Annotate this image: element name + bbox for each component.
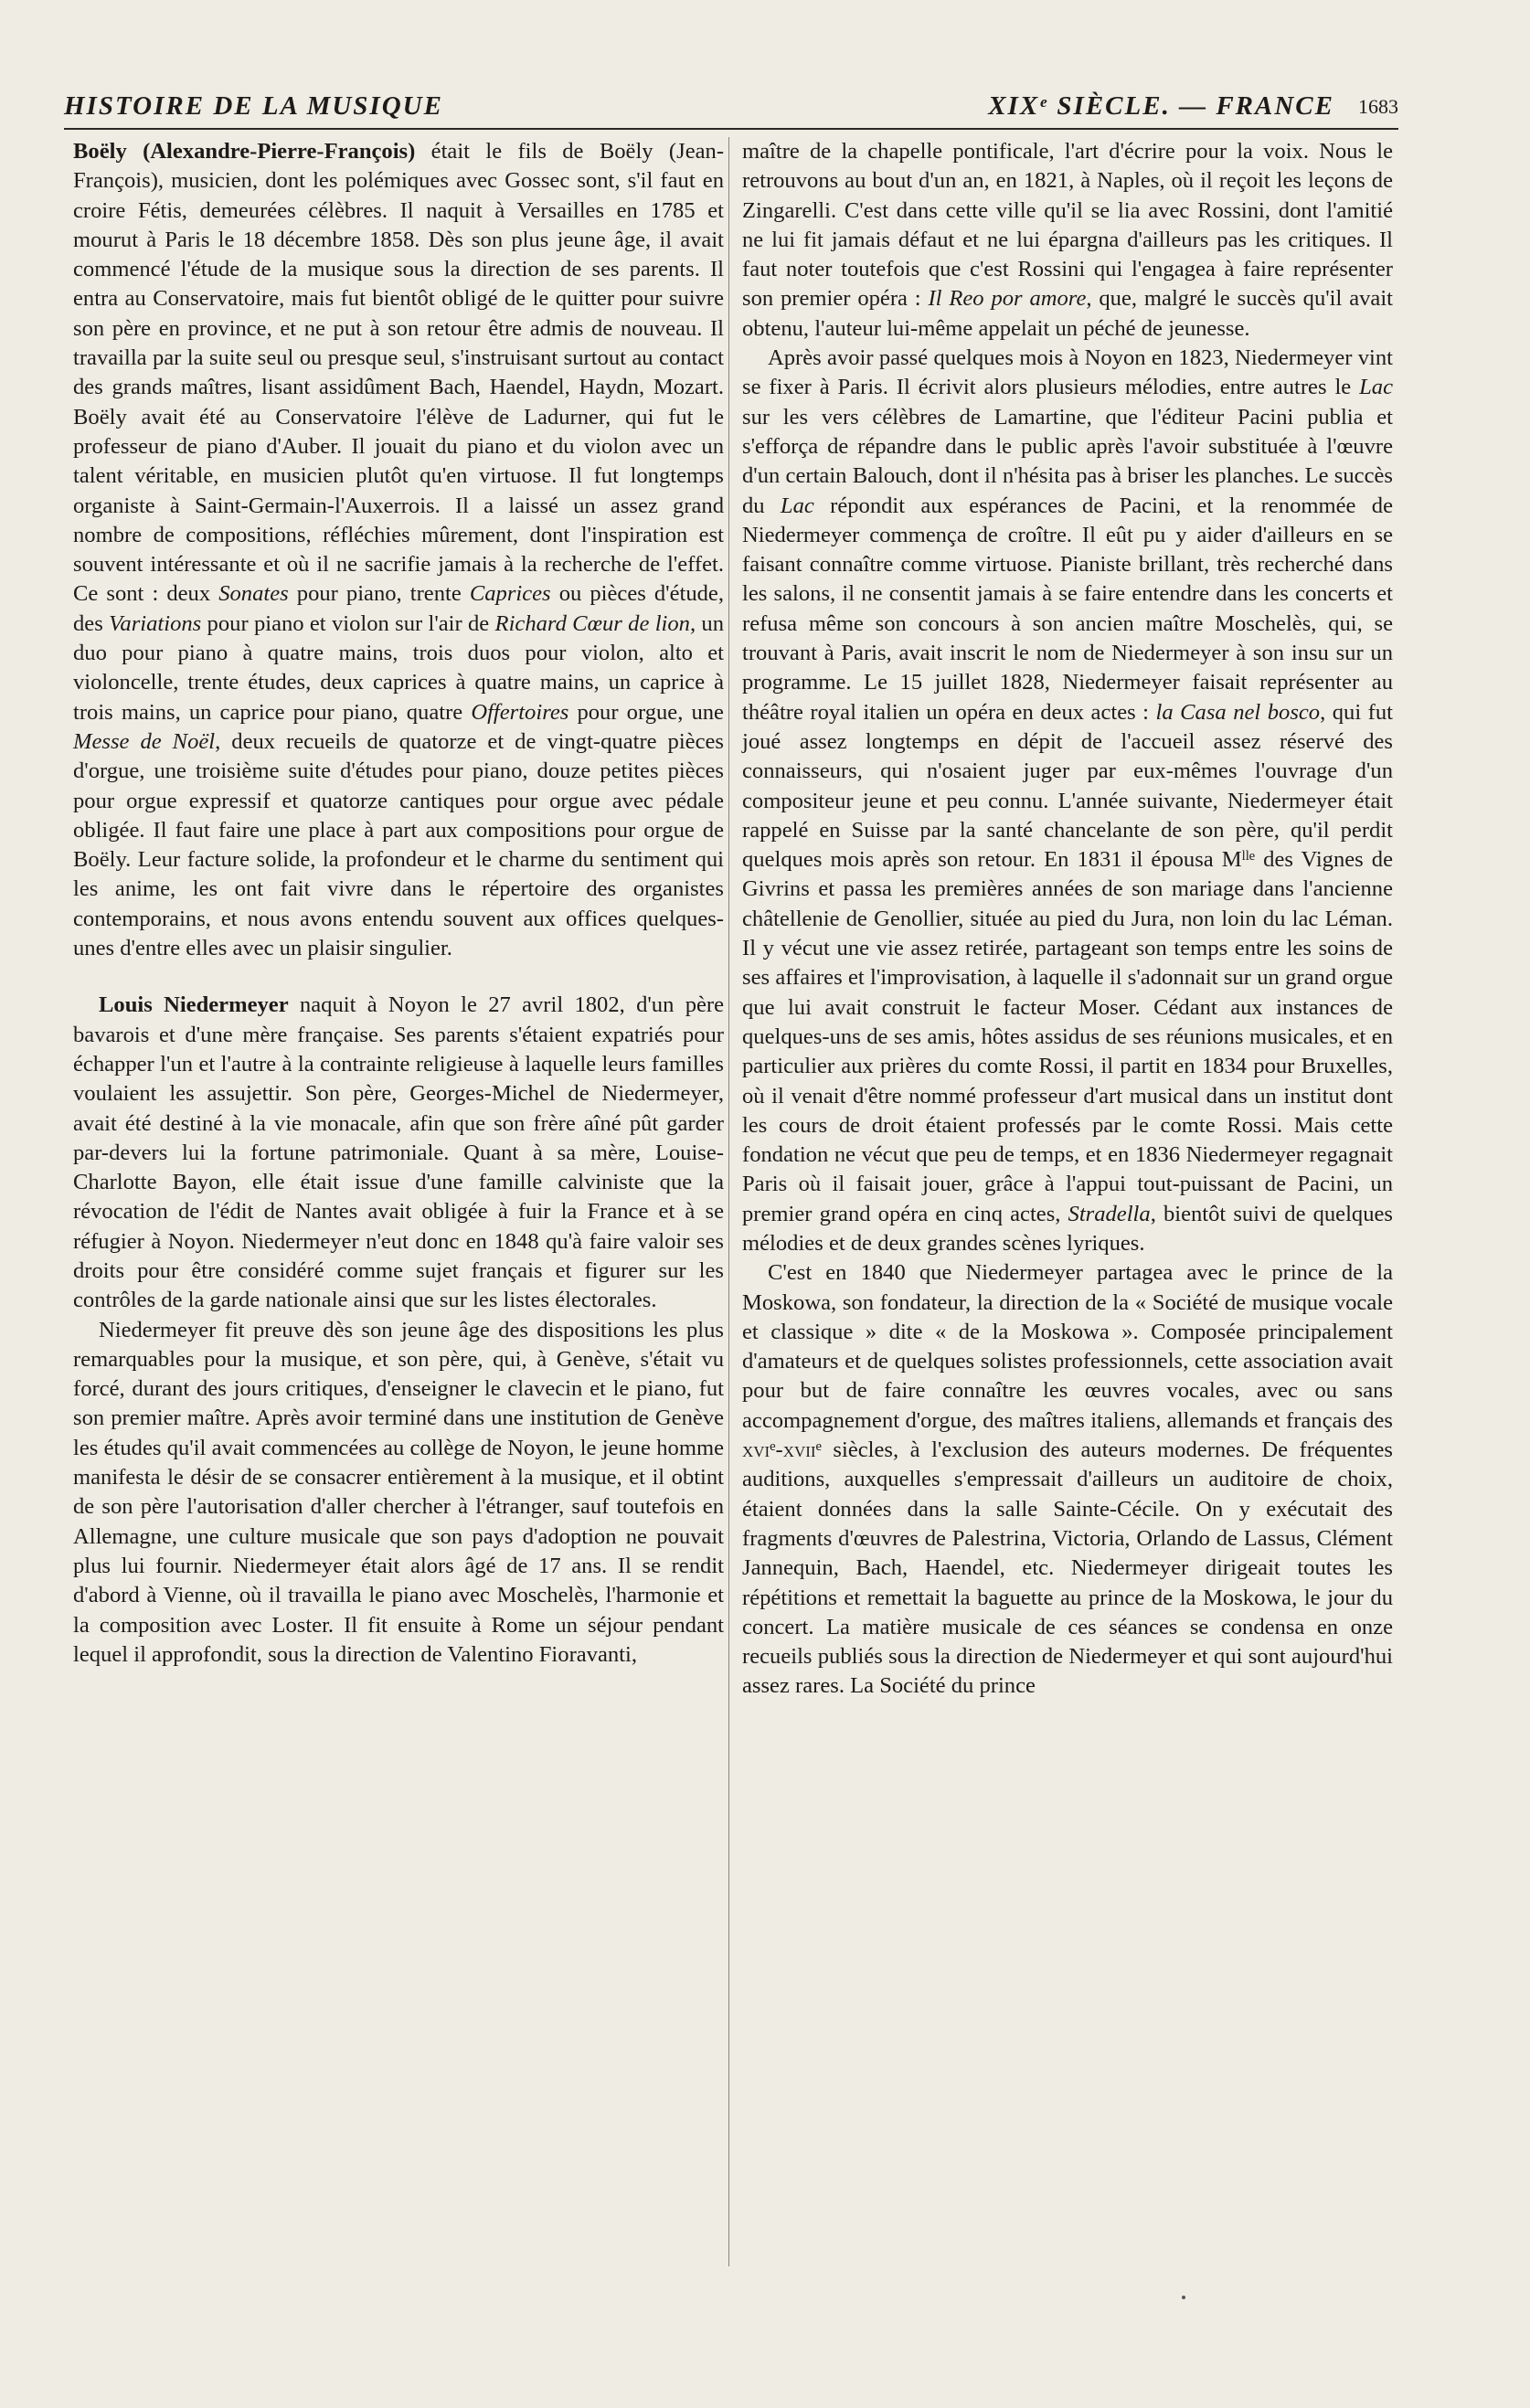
work-title: Offertoires — [471, 699, 569, 725]
work-title: Variations — [109, 610, 202, 636]
text-run: , un duo pour piano à quatre mains, trois duos pour violon, alto et violoncelle, trente études, deux caprices à quatre mains, un caprice à trois mains, un caprice pour piano, quatre — [73, 610, 725, 725]
paragraph-paris — [742, 344, 1393, 1258]
work-title: Caprices — [469, 581, 551, 607]
text-run: était le fils de Boëly (Jean-François), musicien, dont les polémiques avec Gossec sont, s'il faut en croire Fétis, demeurées célèbres. Il naquit à Versailles en 1785 et mourut à Paris le 18 décembre 1858. Dès son plus jeune âge, il avait commencé l'étude de la musique sous la direction de ses parents. Il entra au Conservatoire, mais fut bientôt obligé de le quitter pour suivre son père en province, et ne put à son retour être admis de nouveau. Il travailla par la suite seul ou presque seul, s'instruisant surtout au contact des grands maîtres, lisant assidûment Bach, Haendel, Haydn, Mozart. Boëly avait été au Conservatoire l'élève de Ladurner, qui fut le professeur de piano d'Auber. Il jouait du piano et du violon avec un talent véritable, en musicien plutôt qu'en virtuose. Il fut longtemps organiste à Saint-Germain-l'Auxerrois. Il a laissé un assez grand nombre de compositions, réfléchies mûrement, dont l'inspiration est souvent intéressante et où il ne sacrifie jamais à la recherche de l'effet. Ce sont : deux — [73, 139, 725, 607]
text-run: , deux recueils de quatorze et de vingt-quatre pièces d'orgue, une troisième suite d'études pour piano, douze petites pièces pour orgue expressif et quatorze cantiques pour orgue avec pédale obligée. Il faut faire une place à part aux compositions pour orgue de Boëly. Leur facture solide, la profondeur et le charme du sentiment qui les anime, les ont fait vivre dans le répertoire des organistes contemporains, et nous avons entendu souvent aux offices quelques-unes d'entre elles avec un plaisir singulier. — [73, 728, 725, 961]
text-run: siècles, à l'exclusion des auteurs modernes. De fréquentes auditions, auxquelles s'empressait d'ailleurs un auditoire de choix, étaient données dans la salle Sainte-Cécile. On y exécutait des fragments d'œuvres de Palestrina, Victoria, Orlando de Lassus, Clément Jannequin, Bach, Haendel, etc. Niedermeyer dirigeait toutes les répétitions et remettait la baguette au prince de la Moskowa, le jour du concert. La matière musicale de ces séances se condensa en onze recueils publiés sous la direction de Niedermeyer et qui sont aujourd'hui assez rares. La Société du prince — [742, 1437, 1393, 1699]
text-run: Après avoir passé quelques mois à Noyon en 1823, Niedermeyer vint se fixer à Paris. Il écrivit alors plusieurs mélodies, entre autres le — [742, 345, 1393, 400]
text-run: maître de la chapelle pontificale, l'art d'écrire pour la voix. Nous le retrouvons au bout d'un an, en 1821, à Naples, où il reçoit les leçons de Zingarelli. C'est dans cette ville qu'il se lia avec Rossini, dont l'amitié ne lui fit jamais défaut et ne lui épargna d'ailleurs pas les critiques. Il faut noter toutefois que c'est Rossini qui l'engagea à faire représenter son premier opéra : — [742, 139, 1393, 312]
header-left-title: HISTOIRE DE LA MUSIQUE — [64, 91, 443, 121]
header-right-title: XIXᵉ SIÈCLE. — FRANCE — [988, 91, 1334, 121]
paragraph-boely — [73, 137, 724, 963]
text-run: naquit à Noyon le 27 avril 1802, d'un père bavarois et d'une mère française. Ses parents s'étaient expatriés pour échapper l'un et l'autre à la contrainte religieuse à laquelle leurs familles voulaient les assujettir. Son père, Georges-Michel de Niedermeyer, avait été destiné à la vie monacale, afin que son frère aîné pût garder par-devers lui la fortune patrimoniale. Quant à sa mère, Louise-Charlotte Bayon, elle était issue d'une famille calviniste que la révocation de l'édit de Nantes avait obligée à fuir la France et à se réfugier à Noyon. Niedermeyer n'eut donc en 1848 qu'à faire valoir ses droits pour être considéré comme sujet français et figurer sur les contrôles de la garde nationale ainsi que sur les listes électorales. — [73, 992, 725, 1313]
paragraph-continuation — [742, 137, 1393, 344]
right-column — [742, 137, 1393, 1702]
work-title: Il Reo por amore — [928, 286, 1087, 312]
lead-name-niedermeyer: Louis Niedermeyer — [99, 992, 289, 1018]
work-title: la Casa nel bosco — [1155, 699, 1321, 725]
work-title: Lac — [780, 493, 814, 518]
left-column — [73, 137, 724, 1670]
page-number: 1683 — [1358, 95, 1398, 118]
text-run: C'est en 1840 que Niedermeyer partagea avec le prince de la Moskowa, son fondateur, la direction de la « Société de musique vocale et classique » dite « de la Moskowa ». Composée principalement d'amateurs et de quelques solistes professionnels, cette association avait pour but de faire connaître les œuvres vocales, avec ou sans accompagnement d'orgue, des maîtres italiens, allemands et français des — [742, 1260, 1393, 1433]
text-run: , qui fut joué assez longtemps en dépit de l'accueil assez réservé des connaisseurs, qui n'osaient juger par eux-mêmes l'ouvrage d'un compositeur jeune et peu connu. L'année suivante, Niedermeyer était rappelé en Suisse par la santé chancelante de son père, qu'il perdit quelques mois après son retour. En 1831 il épousa Mˡˡᵉ des Vignes de Givrins et passa les premières années de son mariage dans l'ancienne châtellenie de Genollier, située au pied du Jura, non loin du lac Léman. Il y vécut une vie assez retirée, partageant son temps entre les soins de ses affaires et l'improvisation, à laquelle il s'adonnait sur un grand orgue que lui avait construit le facteur Moser. Cédant aux instances de quelques-uns de ses amis, hôtes assidus de ses réunions musicales, et en particulier aux prières du comte Rossi, il partit en 1834 pour Bruxelles, où il venait d'être nommé professeur d'art musical dans un institut dont les cours de droit étaient professés par le comte Rossi. Mais cette fondation ne vécut que peu de temps, et en 1836 Niedermeyer regagnait Paris où il faisait jouer, grâce à l'appui tout-puissant de Pacini, un premier grand opéra en cinq actes, — [742, 699, 1393, 1226]
paragraph-niedermeyer-youth: Niedermeyer fit preuve dès son jeune âge des dispositions les plus remarquables pour la musique, et son père, qui, à Genève, s'était vu forcé, durant des jours critiques, d'enseigner le clavecin et le piano, fut son premier maître. Après avoir terminé dans une institution de Genève les études qu'il avait commencées au collège de Noyon, le jeune homme manifesta le désir de se consacrer entièrement à la musique, et il obtint de son père l'autorisation d'aller chercher à l'étranger, sauf toutefois en Allemagne, une culture musicale que son pays d'adoption ne pouvait plus lui fournir. Niedermeyer était alors âgé de 17 ans. Il se rendit d'abord à Vienne, où il travailla le piano avec Moschelès, l'harmonie et la composition avec Loster. Il fit ensuite à Rome un séjour pendant lequel il approfondit, sous la direction de Valentino Fioravanti, — [73, 1317, 724, 1667]
paragraph-niedermeyer-intro — [73, 991, 724, 1315]
text-run: sur les vers célèbres de Lamartine, que l'éditeur Pacini publia et s'efforça de répandre dans le public après l'avoir substituée à l'œuvre d'un certain Balouch, dont il n'hésita pas à briser les planches. Le succès du — [742, 404, 1393, 518]
work-title: Messe de Noël — [73, 728, 216, 754]
text-run: ou pièces d'étude, des — [73, 581, 724, 636]
work-title: Sonates — [218, 581, 289, 607]
work-title: Richard Cœur de lion — [494, 610, 690, 636]
text-run: , bientôt suivi de quelques mélodies et de deux grandes scènes lyriques. — [742, 1201, 1393, 1256]
print-speck — [1182, 2296, 1185, 2299]
text-run: pour piano et violon sur l'air de — [201, 610, 495, 636]
century-smallcaps: xviᵉ-xviiᵉ — [742, 1437, 822, 1463]
work-title: Lac — [1359, 375, 1393, 400]
lead-name-boely: Boëly (Alexandre-Pierre-François) — [73, 139, 416, 164]
text-run: répondit aux espérances de Pacini, et la renommée de Niedermeyer commença de croître. Il eût pu y aider d'ailleurs en se faisant connaître comme virtuose. Pianiste brillant, très recherché dans les salons, il ne consentit jamais à se faire entendre dans les concerts et refusa même son concours à son ancien maître Moschelès, qui, se trouvant à Paris, avait inscrit le nom de Niedermeyer à son insu sur un programme. Le 15 juillet 1828, Niedermeyer faisait représenter au théâtre royal italien un opéra en deux actes : — [742, 493, 1393, 725]
work-title: Stradella — [1068, 1201, 1151, 1226]
text-run: , que, malgré le succès qu'il avait obtenu, l'auteur lui-même appelait un péché de jeunesse. — [742, 286, 1393, 341]
running-header — [64, 88, 1398, 130]
text-run: pour orgue, une — [568, 699, 724, 725]
column-divider — [728, 137, 729, 2266]
paragraph-moskowa — [742, 1258, 1393, 1701]
text-run: pour piano, trente — [288, 581, 470, 607]
